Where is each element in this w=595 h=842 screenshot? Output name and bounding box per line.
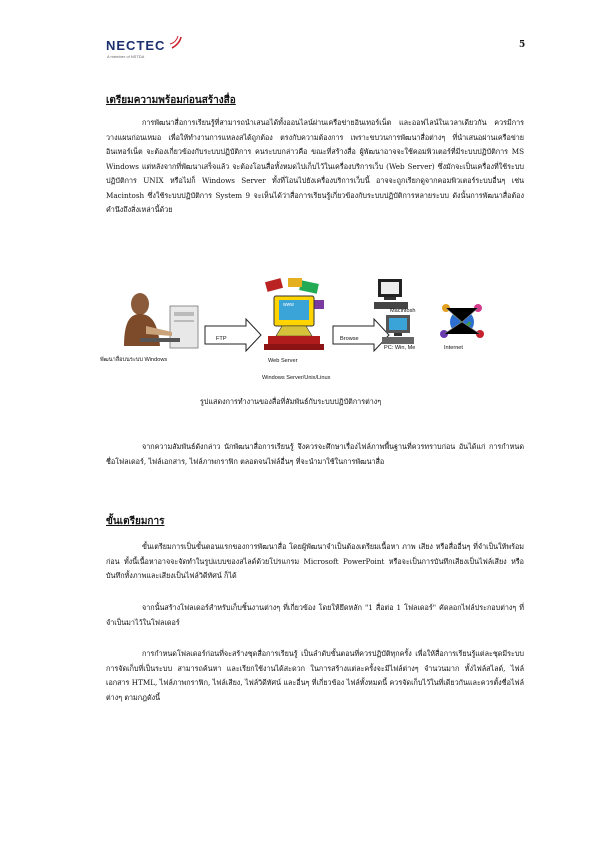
paragraph: [106, 601, 524, 630]
paragraph-text: การพัฒนาสื่อการเรียนรู้ที่สามารถนำเสนอได้ทั้งออนไลน์ผ่านเครือข่ายอินเทอร์เน็ต และออฟไลน์ในเวลาเดียวกัน ควรมีการวางแผนก่อนเหมอ เพื่อให้ทำงานการแหลงสได้ถูกต้อง ตรงกับความต้องการ เพราะขบวนการพัฒนาสื่อต่างๆ ที่นำเสนอผ่านเครือข่ายอินเทอร์เน็ต จะต้องเกี่ยวข้องกับระบบปฏิบัติการ คนระบบกล่าวคือ ขณะที่สร้างสื่อ ผู้พัฒนาอาจจะใช้คอมพิวเตอร์ที่มีระบบปฏิบัติการ MS Windows แต่หลังจากที่พัฒนาเสร็จแล้ว จะต้องโอนสื่อทั้งหมดไปเก็บไว้ในเครื่องบริการเว็บ (Web Server) ซึ่งมักจะเป็นเครื่องที่ใช้ระบบปฏิบัติการ UNIX หรือไม่ก็ Windows Server ทั้งที่โอนไปยังเครื่องบริการเว็บนี้ อาจจะถูกเรียกดูจากคอมพิวเตอร์ระบบอื่นๆ เช่น Macintosh ซึ่งใช้ระบบปฏิบัติการ System 9 จะเห็นได้ว่าสื่อการเรียนรู้เกี่ยวข้องกับระบบปฏิบัติการหลายระบบ ดังนั้นการพัฒนาสื่อต้องคำนึงถึงสิ่งเหล่านี้ด้วย: [106, 118, 524, 214]
nectec-logo: [106, 36, 186, 60]
macintosh-label: Macintosh: [390, 308, 416, 314]
internet-label: Internet: [444, 345, 463, 351]
pc-computer-icon: [382, 314, 420, 348]
web-server-icon: [260, 278, 332, 356]
logo-subtitle: A member of NSTDA: [107, 54, 145, 59]
pc-label: PC: Win, Me: [384, 345, 416, 351]
browse-label: Browse: [340, 336, 359, 342]
paragraph-text: การกำหนดโฟลเดอร์ก่อนที่จะสร้างชุดสื่อการเรียนรู้ เป็นลำดับขั้นตอนที่ควรปฏิบัติทุกครั้ง เพื่อให้สื่อการเรียนรู้แต่ละชุดมีระบบการจัดเก็บที่เป็นระบบ สามารถค้นหา และเรียกใช้งานได้สะดวก ในการสร้างแต่ละครั้งจะมีไฟล์ต่างๆ จำนวนมาก ทั้งไฟล์สไลด์, ไฟล์เอกสาร HTML, ไฟล์ภาพกราฟิก, ไฟล์เสียง, ไฟล์วิดีทัศน์ และอื่นๆ ที่เกี่ยวข้อง ไฟล์ทั้งหมดนี้ ควรจัดเก็บไว้ในที่เดียวกันและควรตั้งชื่อไฟล์ต่างๆ ตามกฎดังนี้: [106, 649, 524, 702]
developer-icon: [100, 286, 210, 356]
paragraph: [106, 647, 524, 705]
logo-swoosh-icon: [170, 36, 182, 50]
ftp-label: FTP: [216, 336, 227, 342]
logo-text: NECTEC: [106, 38, 166, 53]
ftp-arrow-icon: [204, 318, 262, 352]
paragraph-text: จากนั้นสร้างโฟลเดอร์สำหรับเก็บชิ้นงานต่างๆ ที่เกี่ยวข้อง โดยให้ยึดหลัก "1 สื่อต่อ 1 โฟลเดอร์" คัดลอกไฟล์ประกอบต่างๆ ที่จำเป็นมาไว้ในโฟลเดอร์: [106, 603, 524, 627]
diagram-caption: รูปแสดงการทำงานของสื่อที่สัมพันธ์กับระบบปฏิบัติการต่างๆ: [200, 397, 382, 406]
paragraph: [106, 540, 524, 584]
web-server-label: Web Server: [268, 358, 298, 364]
internet-globe-icon: [440, 300, 484, 346]
server-os-label: Windows Server/Unix/Linux: [262, 375, 331, 381]
section-title-preparation: เตรียมความพร้อมก่อนสร้างสื่อ: [106, 95, 236, 106]
developer-label: พัฒนาสื่อบนระบบ Windows: [100, 357, 168, 363]
section-title-preparation-stage: ขั้นเตรียมการ: [106, 516, 165, 527]
os-diagram: [100, 278, 520, 388]
paragraph-text: จากความสัมพันธ์ดังกล่าว นักพัฒนาสื่อการเรียนรู้ จึงควรจะศึกษาเรื่องไฟล์ภาพพื้นฐานที่ควรทราบก่อน อันได้แก่ การกำหนดชื่อโฟลเดอร์, ไฟล์เอกสาร, ไฟล์ภาพกราฟิก ตลอดจนไฟล์อื่นๆ ที่จะนำมาใช้ในการพัฒนาสื่อ: [106, 442, 524, 466]
macintosh-computer-icon: [372, 278, 412, 312]
page-number: 5: [519, 40, 526, 50]
paragraph: [106, 440, 524, 469]
monitor-label: www: [283, 302, 294, 308]
paragraph-text: ขั้นเตรียมการเป็นขั้นตอนแรกของการพัฒนาสื่อ โดยผู้พัฒนาจำเป็นต้องเตรียมเนื้อหา ภาพ เสียง หรือสื่ออื่นๆ ที่จำเป็นให้พร้อมก่อน ทั้งนี้เนื้อหาอาจจะจัดทำในรูปแบบของสไลด์ด้วยโปรแกรม Microsoft PowerPoint หรือจะเป็นการบันทึกเสียงเป็นไฟล์เสียง หรือบันทึกทั้งภาพและเสียงเป็นไฟล์วิดีทัศน์ ก็ได้: [106, 542, 524, 580]
paragraph: [106, 116, 524, 218]
